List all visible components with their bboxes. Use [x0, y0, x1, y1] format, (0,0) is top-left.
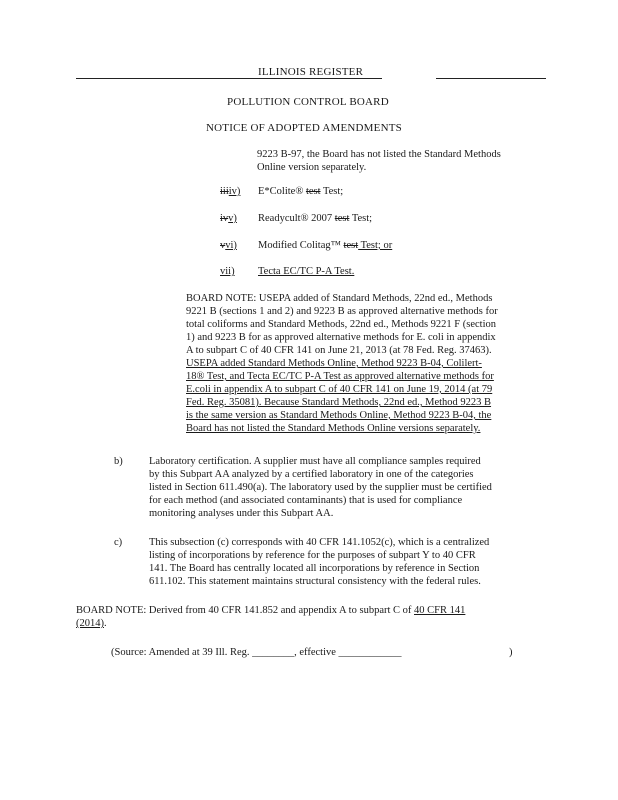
intro-paragraph	[257, 148, 501, 174]
board-note-1-line-2: 9221 B (sections 1 and 2) and 9223 B as approved alternative methods for	[186, 306, 498, 317]
board-note-1-line-7: 18® Test, and Tecta EC/TC P-A Test as approved alternative methods for	[186, 371, 494, 382]
register-title: ILLINOIS REGISTER	[258, 66, 364, 78]
section-c-paragraph	[149, 536, 489, 588]
list-item-2	[220, 212, 373, 225]
source-line: (Source: Amended at 39 Ill. Reg. ________, effective ____________	[111, 647, 402, 658]
section-b-line-5: monitoring analyses under this Subpart AA.	[149, 508, 334, 519]
section-b-paragraph	[149, 455, 492, 520]
board-note-1-line-11: Board has not listed the Standard Methods Online versions separately.	[186, 423, 481, 434]
section-c-line-2: listing of incorporations by reference for the purposes of subpart Y to 40 CFR	[149, 550, 476, 561]
board-note-1-line-10: is the same version as Standard Methods Online, Method 9223 B-04, the	[186, 410, 492, 421]
board-note-1-line-6: USEPA added Standard Methods Online, Method 9223 B-04, Colilert-	[186, 358, 482, 369]
item-number-new: v)	[228, 213, 237, 224]
source-line-close: )	[509, 647, 513, 658]
section-b-line-3: listed in Section 611.490(a). The laboratory used by the supplier must be certified	[149, 482, 492, 493]
item-text-pre: Modified Colitag™	[258, 240, 344, 251]
item-text-post: Test; or	[358, 240, 393, 251]
list-item-1	[220, 185, 344, 198]
item-text-struck: test	[305, 186, 321, 197]
item-text-struck: test	[343, 240, 359, 251]
board-note-2-cfr: 40 CFR 141	[414, 605, 466, 616]
item-text-pre: Readycult® 2007	[258, 213, 335, 224]
item-text-pre: Tecta EC/TC P-A Test.	[258, 266, 355, 277]
item-text-post: Test;	[349, 213, 373, 224]
section-c-line-1: This subsection (c) corresponds with 40 CFR 141.1052(c), which is a centralized	[149, 537, 490, 548]
list-item-4	[220, 265, 355, 278]
item-text-pre: E*Colite®	[258, 186, 306, 197]
item-number-new: iv)	[228, 186, 241, 197]
board-note-1-line-5: A to subpart C of 40 CFR 141 on June 21, 2013 (at 78 Fed. Reg. 37463).	[186, 345, 492, 356]
board-note-1	[186, 292, 498, 435]
board-note-1-line-1: BOARD NOTE: USEPA added of Standard Methods, 22nd ed., Methods	[186, 293, 493, 304]
item-number-new: vii)	[220, 266, 235, 277]
item-number-old: v	[220, 240, 226, 251]
section-b-label: b)	[114, 456, 123, 467]
notice-title: NOTICE OF ADOPTED AMENDMENTS	[206, 122, 402, 134]
board-note-1-line-9: Fed. Reg. 35081). Because Standard Methods, 22nd ed., Method 9223 B	[186, 397, 492, 408]
list-item-3	[220, 239, 393, 252]
section-b-line-2: by this Subpart AA analyzed by a certified laboratory in one of the categories	[149, 469, 474, 480]
header-rule-left	[76, 78, 252, 79]
item-number-new: vi)	[225, 240, 237, 251]
section-c-line-3: 141. The Board has centrally located all incorporations by reference in Section	[149, 563, 480, 574]
section-b-line-4: for each method (and associated contaminants) that is used for compliance	[149, 495, 463, 506]
board-title: POLLUTION CONTROL BOARD	[227, 96, 389, 108]
section-b-line-1: Laboratory certification. A supplier must have all compliance samples required	[149, 456, 481, 467]
intro-line-1: 9223 B-97, the Board has not listed the Standard Methods	[257, 149, 501, 160]
board-note-2-period: .	[104, 618, 107, 629]
item-number-old: iv	[220, 213, 229, 224]
intro-line-2: Online version separately.	[257, 162, 367, 173]
section-c-label: c)	[114, 537, 123, 548]
board-note-2	[76, 604, 465, 630]
board-note-1-line-3: total coliforms and Standard Methods, 22nd ed., Methods 9221 F (section	[186, 319, 497, 330]
board-note-2-year: (2014)	[76, 618, 104, 629]
header-rule-right	[436, 78, 546, 79]
board-note-1-line-4: 1) and 9223 B for as approved alternative methods for E. coli in appendix	[186, 332, 496, 343]
item-text-post: Test;	[320, 186, 344, 197]
item-text-struck: test	[334, 213, 350, 224]
section-c-line-4: 611.102. This statement maintains structural consistency with the federal rules.	[149, 576, 481, 587]
board-note-2-text: BOARD NOTE: Derived from 40 CFR 141.852 and appendix A to subpart C of	[76, 605, 415, 616]
item-number-old: iii	[220, 186, 229, 197]
board-note-1-line-8: E.coli in appendix A to subpart C of 40 CFR 141 on June 19, 2014 (at 79	[186, 384, 493, 395]
